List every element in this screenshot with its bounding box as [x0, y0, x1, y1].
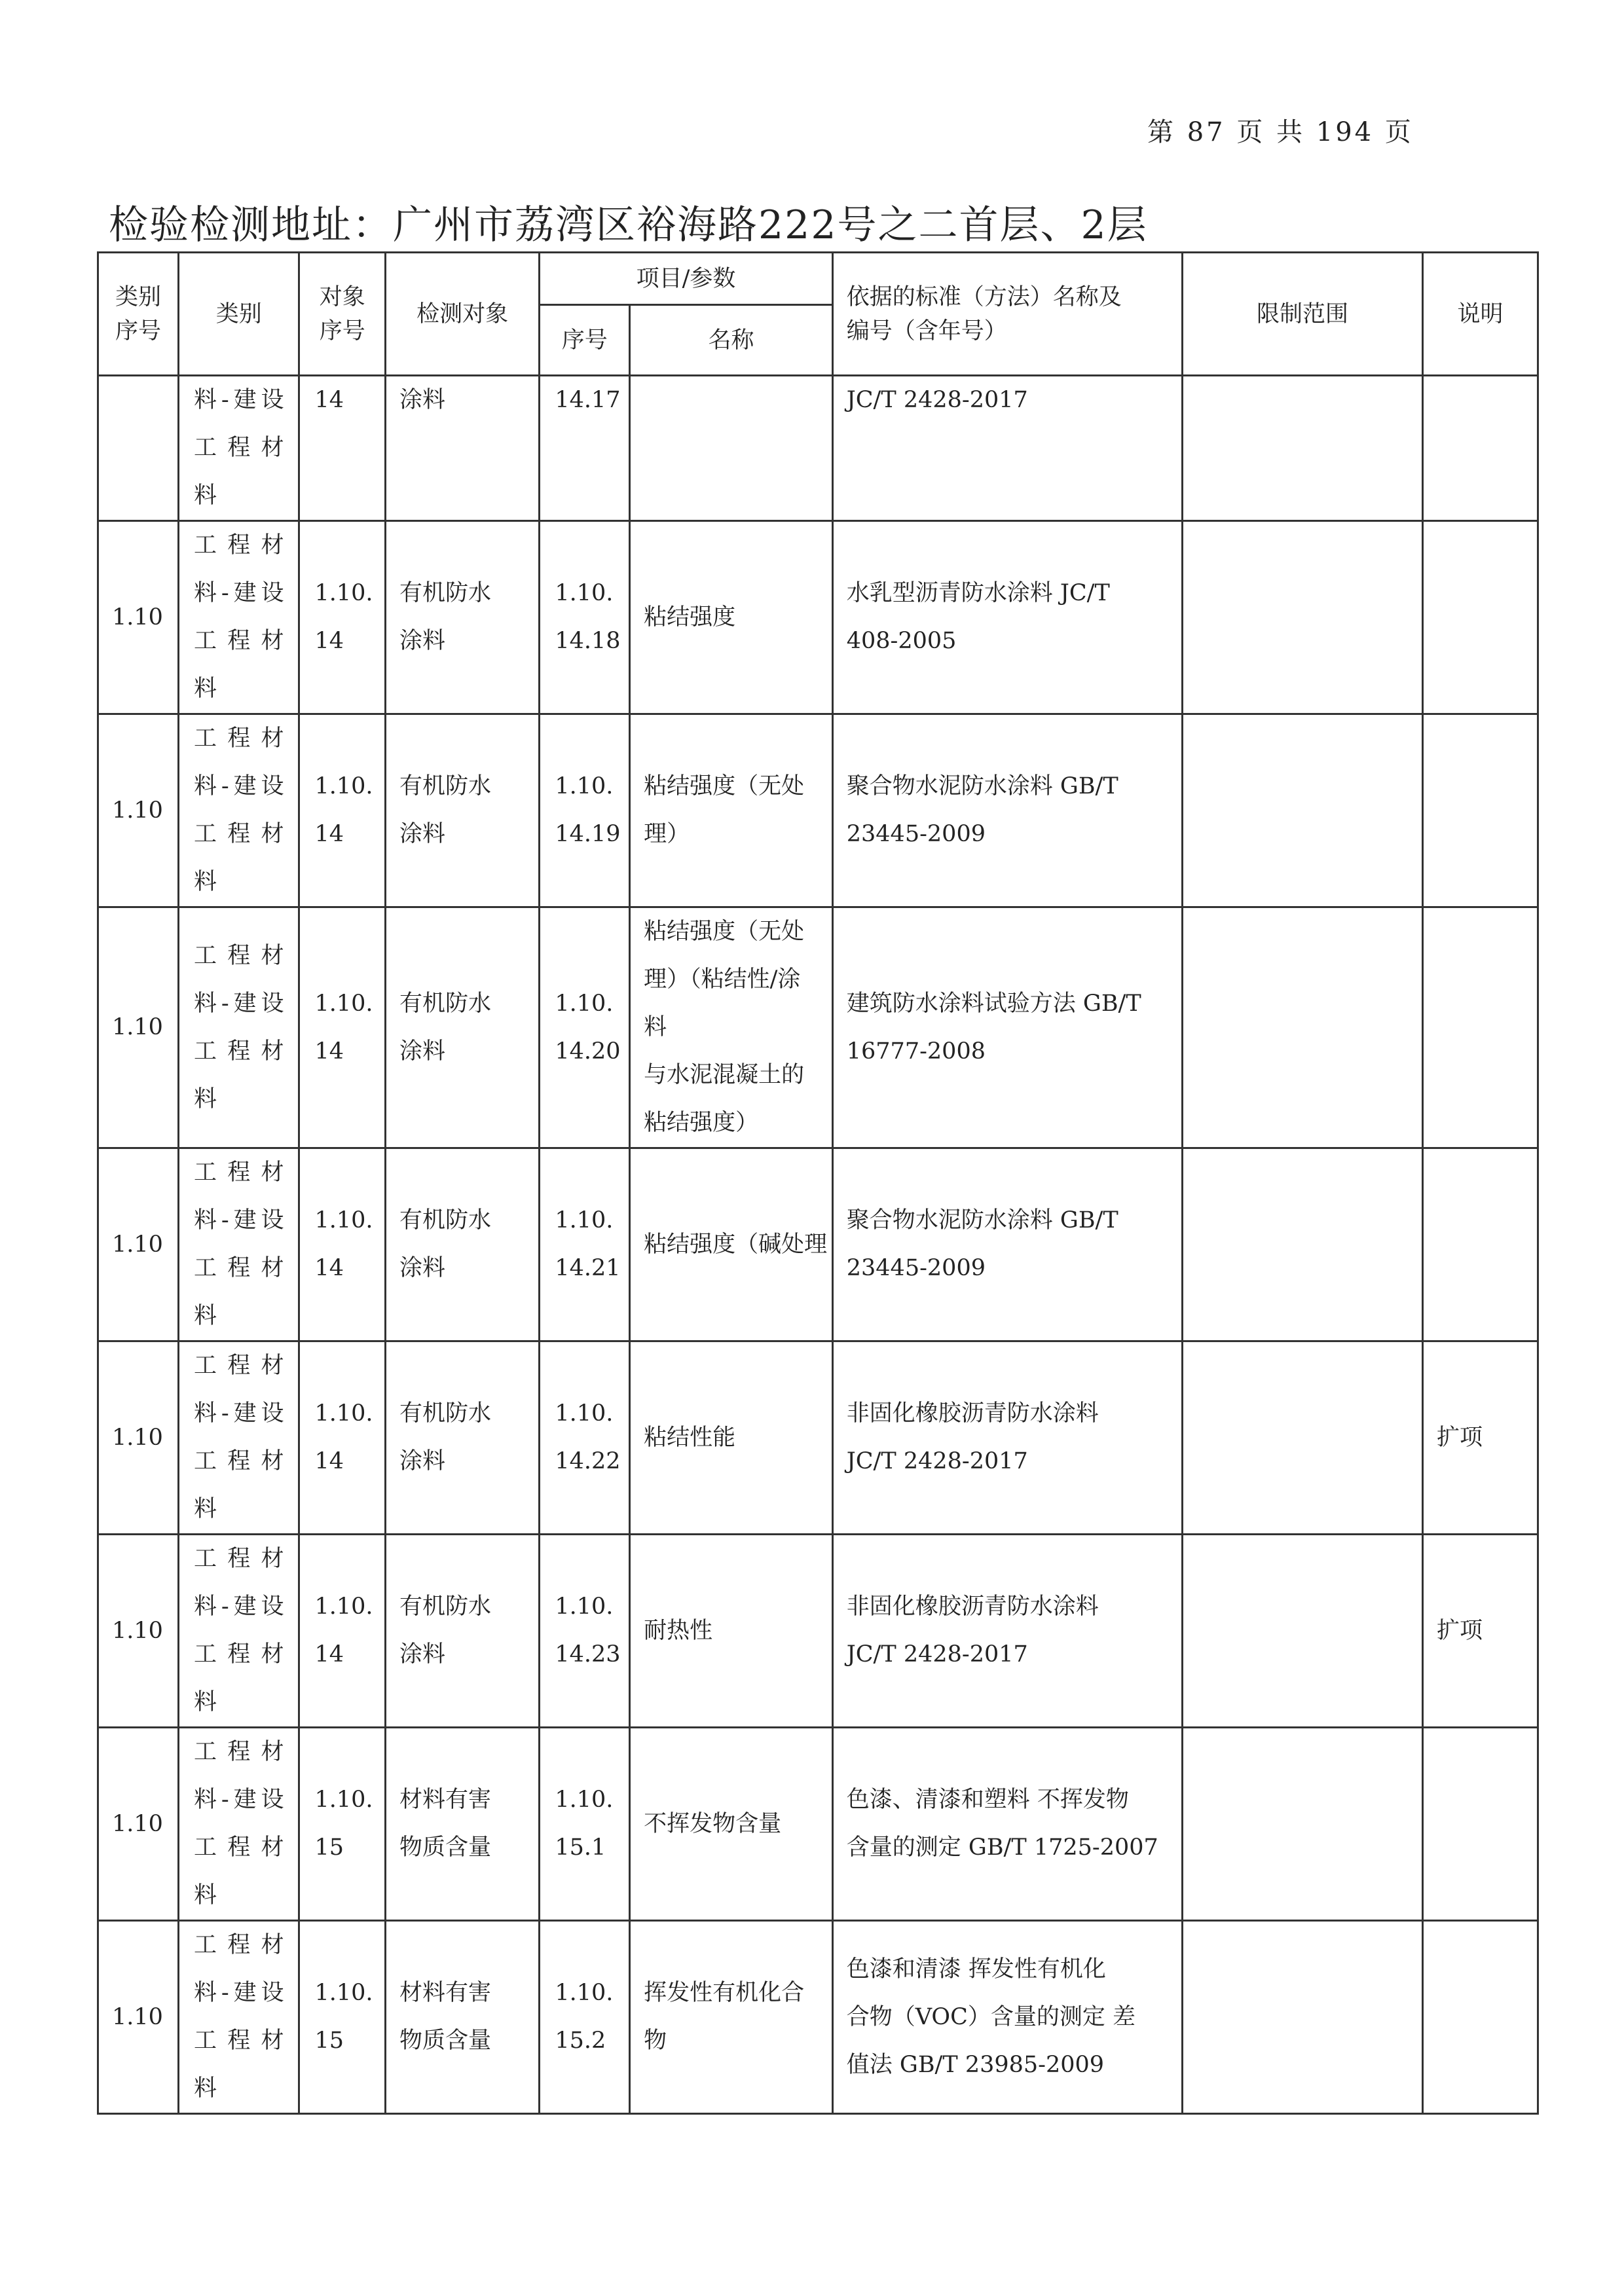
cell-item-seq: 1.10. 14.23	[540, 1535, 630, 1728]
cell-item-name: 不挥发物含量	[630, 1728, 833, 1921]
cell-object: 材料有害 物质含量	[385, 1921, 539, 2114]
cell-object-seq: 1.10. 14	[299, 1341, 385, 1535]
cell-object: 材料有害 物质含量	[385, 1728, 539, 1921]
cell-object-seq: 1.10. 15	[299, 1728, 385, 1921]
table-body	[98, 376, 1538, 2114]
cell-category-seq: 1.10	[98, 1341, 179, 1535]
category-line: 料-建设	[193, 1207, 284, 1233]
category-line: 工程材	[193, 725, 284, 752]
category-line: 料	[193, 1689, 217, 1715]
table-row	[98, 1535, 1538, 1728]
category-line: 料	[193, 1496, 217, 1522]
cell-limit	[1183, 376, 1423, 521]
table-row	[98, 1921, 1538, 2114]
header-standard: 依据的标准（方法）名称及 编号（含年号）	[832, 253, 1182, 376]
cell-standard: 非固化橡胶沥青防水涂料 JC/T 2428-2017	[832, 1535, 1182, 1728]
table-row	[98, 1728, 1538, 1921]
cell-limit	[1183, 1728, 1423, 1921]
cell-standard: 聚合物水泥防水涂料 GB/T 23445-2009	[832, 1148, 1182, 1341]
cell-note: 扩项	[1422, 1341, 1538, 1535]
header-object-seq: 对象 序号	[299, 253, 385, 376]
category-line: 工程材	[193, 1739, 284, 1765]
cell-note: 扩项	[1422, 1535, 1538, 1728]
category-line: 料	[193, 2075, 217, 2102]
header-category-seq: 类别 序号	[98, 253, 179, 376]
header-note: 说明	[1422, 253, 1538, 376]
cell-item-name	[630, 376, 833, 521]
cell-standard: 水乳型沥青防水涂料 JC/T 408-2005	[832, 521, 1182, 714]
cell-item-seq: 1.10. 14.18	[540, 521, 630, 714]
cell-object: 有机防水 涂料	[385, 907, 539, 1148]
cell-category-seq: 1.10	[98, 1728, 179, 1921]
cell-standard: 非固化橡胶沥青防水涂料 JC/T 2428-2017	[832, 1341, 1182, 1535]
cell-category-seq: 1.10	[98, 907, 179, 1148]
header-category: 类别	[178, 253, 299, 376]
cell-note	[1422, 714, 1538, 907]
cell-category	[178, 907, 299, 1148]
cell-note	[1422, 1728, 1538, 1921]
cell-category-seq: 1.10	[98, 1535, 179, 1728]
cell-standard: 色漆和清漆 挥发性有机化 合物（VOC）含量的测定 差 值法 GB/T 23985-2009	[832, 1921, 1182, 2114]
cell-object-seq: 14	[299, 376, 385, 521]
cell-object-seq: 1.10. 15	[299, 1921, 385, 2114]
category-line: 工程材	[193, 1448, 284, 1474]
category-line: 料	[193, 483, 217, 509]
table-row	[98, 1341, 1538, 1535]
cell-limit	[1183, 714, 1423, 907]
cell-limit	[1183, 907, 1423, 1148]
table-row	[98, 521, 1538, 714]
cell-item-seq: 1.10. 14.22	[540, 1341, 630, 1535]
category-line: 工程材	[193, 435, 284, 461]
table-row	[98, 1148, 1538, 1341]
category-line: 料	[193, 676, 217, 702]
scope-table	[97, 251, 1539, 2115]
cell-item-name: 粘结强度	[630, 521, 833, 714]
cell-limit	[1183, 1148, 1423, 1341]
cell-item-name: 粘结强度（碱处理	[630, 1148, 833, 1341]
cell-item-name: 粘结性能	[630, 1341, 833, 1535]
cell-item-seq: 1.10. 14.21	[540, 1148, 630, 1341]
category-line: 料-建设	[193, 1400, 284, 1427]
cell-limit	[1183, 521, 1423, 714]
cell-item-seq: 14.17	[540, 376, 630, 521]
cell-object: 有机防水 涂料	[385, 521, 539, 714]
header-item-name: 名称	[630, 305, 833, 376]
category-line: 料	[193, 1303, 217, 1329]
cell-category	[178, 521, 299, 714]
category-line: 料-建设	[193, 1594, 284, 1620]
category-line: 料-建设	[193, 387, 284, 413]
cell-standard: JC/T 2428-2017	[832, 376, 1182, 521]
header-object: 检测对象	[385, 253, 539, 376]
category-line: 工程材	[193, 1255, 284, 1281]
category-line: 工程材	[193, 1834, 284, 1861]
category-line: 工程材	[193, 628, 284, 654]
cell-note	[1422, 907, 1538, 1148]
cell-note	[1422, 1148, 1538, 1341]
category-line: 工程材	[193, 1932, 284, 1958]
cell-category	[178, 1148, 299, 1341]
cell-item-seq: 1.10. 14.19	[540, 714, 630, 907]
category-line: 工程材	[193, 1641, 284, 1667]
category-line: 料	[193, 869, 217, 895]
category-line: 料-建设	[193, 1787, 284, 1813]
category-line: 工程材	[193, 1159, 284, 1186]
category-line: 料-建设	[193, 580, 284, 606]
cell-category-seq: 1.10	[98, 521, 179, 714]
cell-item-name: 粘结强度（无处 理）（粘结性/涂料 与水泥混凝土的 粘结强度）	[630, 907, 833, 1148]
cell-limit	[1183, 1535, 1423, 1728]
category-line: 料-建设	[193, 1980, 284, 2006]
cell-standard: 色漆、清漆和塑料 不挥发物 含量的测定 GB/T 1725-2007	[832, 1728, 1182, 1921]
category-line: 料	[193, 1085, 217, 1112]
category-line: 工程材	[193, 532, 284, 558]
cell-object-seq: 1.10. 14	[299, 1535, 385, 1728]
cell-standard: 建筑防水涂料试验方法 GB/T 16777-2008	[832, 907, 1182, 1148]
testing-address: 检验检测地址：广州市荔湾区裕海路222号之二首层、2层	[109, 202, 1148, 248]
table-row	[98, 376, 1538, 521]
cell-category	[178, 1728, 299, 1921]
category-line: 工程材	[193, 1353, 284, 1379]
cell-item-seq: 1.10. 15.2	[540, 1921, 630, 2114]
category-line: 工程材	[193, 942, 284, 969]
cell-category	[178, 1535, 299, 1728]
cell-category	[178, 376, 299, 521]
category-line: 工程材	[193, 1546, 284, 1572]
cell-category	[178, 1341, 299, 1535]
cell-object: 有机防水 涂料	[385, 714, 539, 907]
table-row	[98, 714, 1538, 907]
table-row	[98, 907, 1538, 1148]
cell-note	[1422, 1921, 1538, 2114]
header-limit: 限制范围	[1183, 253, 1423, 376]
header-item-param: 项目/参数	[540, 253, 832, 305]
cell-object: 有机防水 涂料	[385, 1148, 539, 1341]
cell-object-seq: 1.10. 14	[299, 1148, 385, 1341]
cell-item-name: 挥发性有机化合 物	[630, 1921, 833, 2114]
page-number: 第 87 页 共 194 页	[1147, 117, 1414, 147]
cell-standard: 聚合物水泥防水涂料 GB/T 23445-2009	[832, 714, 1182, 907]
cell-category	[178, 714, 299, 907]
cell-object: 有机防水 涂料	[385, 1535, 539, 1728]
cell-object-seq: 1.10. 14	[299, 714, 385, 907]
cell-item-seq: 1.10. 14.20	[540, 907, 630, 1148]
cell-category	[178, 1921, 299, 2114]
cell-category-seq: 1.10	[98, 714, 179, 907]
cell-item-name: 耐热性	[630, 1535, 833, 1728]
category-line: 工程材	[193, 2028, 284, 2054]
cell-object-seq: 1.10. 14	[299, 521, 385, 714]
cell-item-seq: 1.10. 15.1	[540, 1728, 630, 1921]
category-line: 料-建设	[193, 773, 284, 799]
cell-object: 涂料	[385, 376, 539, 521]
category-line: 工程材	[193, 1038, 284, 1065]
cell-limit	[1183, 1341, 1423, 1535]
category-line: 料	[193, 1882, 217, 1908]
header-item-seq: 序号	[540, 305, 630, 376]
table-header	[98, 253, 1538, 376]
cell-object-seq: 1.10. 14	[299, 907, 385, 1148]
category-line: 料-建设	[193, 990, 284, 1017]
cell-category-seq: 1.10	[98, 1921, 179, 2114]
cell-category-seq	[98, 376, 179, 521]
cell-object: 有机防水 涂料	[385, 1341, 539, 1535]
category-line: 工程材	[193, 821, 284, 847]
cell-note	[1422, 521, 1538, 714]
cell-note	[1422, 376, 1538, 521]
cell-item-name: 粘结强度（无处 理）	[630, 714, 833, 907]
cell-category-seq: 1.10	[98, 1148, 179, 1341]
cell-limit	[1183, 1921, 1423, 2114]
